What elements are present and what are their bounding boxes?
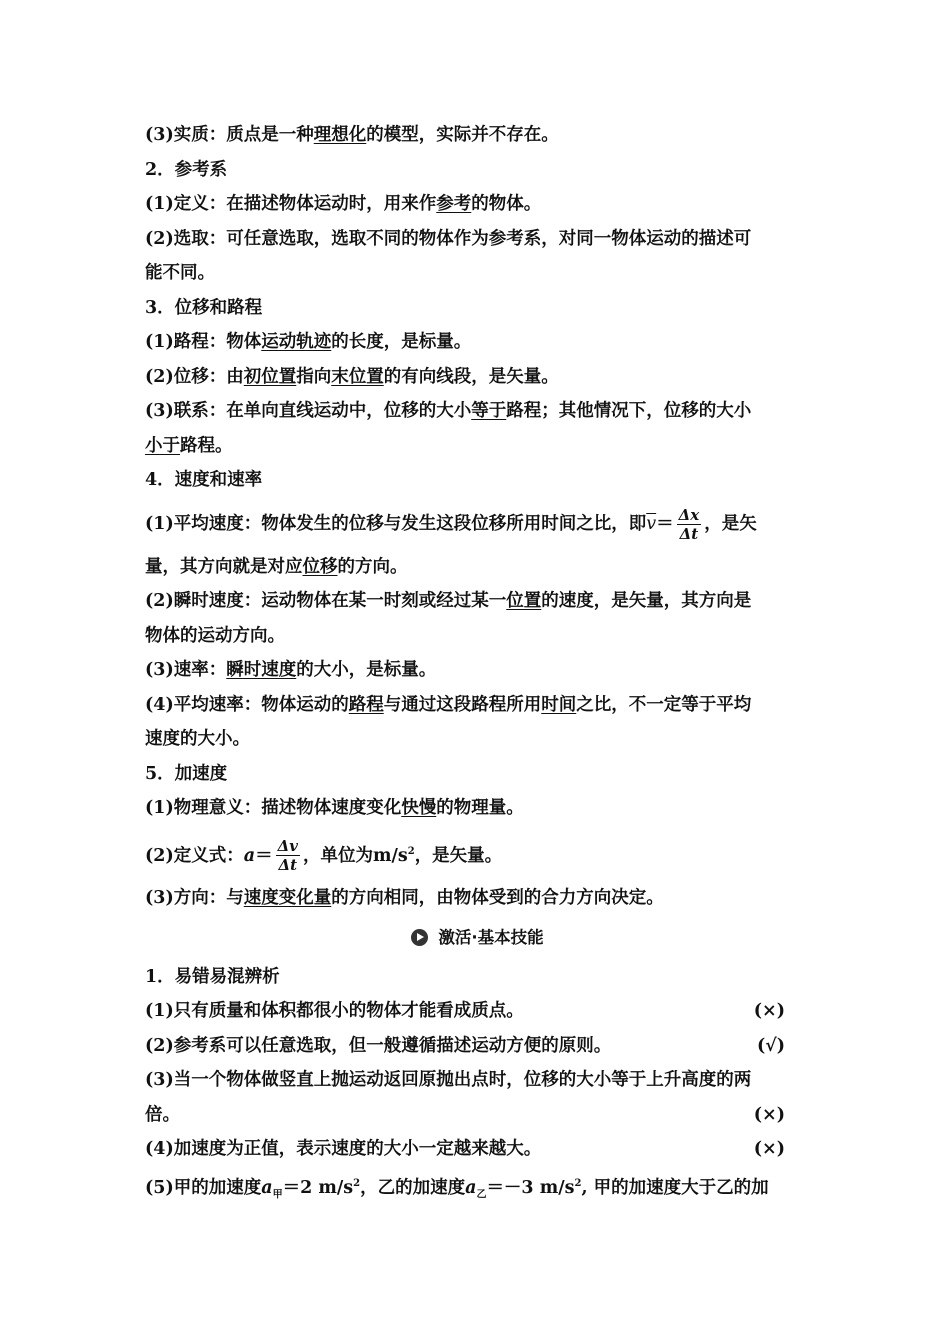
text-line: (1)定义：在描述物体运动时，用来作参考的物体。 [145, 194, 542, 214]
quiz-item-continued: 倍。 (×) [145, 1098, 810, 1133]
text-line: 能不同。 [145, 263, 215, 283]
answer-mark: (×) [753, 1104, 785, 1125]
answer-blank: 参考 [436, 194, 472, 214]
text-line: (4)平均速率：物体运动的路程与通过这段路程所用时间之比，不一定等于平均 [145, 694, 752, 715]
answer-blank: 运动轨迹 [261, 332, 332, 352]
answer-blank: 瞬时速度 [226, 660, 297, 680]
play-circle-icon [411, 929, 428, 946]
v-bar-symbol: $\overline{v}$ [646, 513, 657, 534]
quiz-item: (5)甲的加速度$a_甲=2$ $m/s^2$，乙的加速度$a_乙=-3$ $m/s^2$, 甲的加速度大于乙的加 [145, 1177, 769, 1201]
section-heading: 2．参考系 [145, 159, 228, 180]
answer-blank: 时间 [541, 694, 577, 715]
answer-blank: 位移 [302, 556, 338, 577]
quiz-item: (4)加速度为正值，表示速度的大小一定越来越大。 (×) [145, 1132, 810, 1167]
answer-blank: 速度变化量 [243, 888, 332, 909]
answer-blank: 快慢 [401, 798, 437, 818]
quiz-item: (1)只有质量和体积都很小的物体才能看成质点。 (×) [145, 994, 810, 1029]
answer-mark: (×) [753, 1001, 785, 1022]
text-line: (2)选取：可任意选取，选取不同的物体作为参考系，对同一物体运动的描述可 [145, 228, 752, 249]
answer-blank: 位置 [506, 591, 542, 611]
text-line: (3)方向：与速度变化量的方向相同，由物体受到的合力方向决定。 [145, 888, 664, 909]
text-line: (3)实质：质点是一种理想化的模型，实际并不存在。 [145, 125, 559, 145]
answer-mark: (×) [753, 1139, 785, 1160]
document-page [145, 118, 810, 1213]
text-line: (2)瞬时速度：运动物体在某一时刻或经过某一位置的速度，是矢量，其方向是 [145, 591, 752, 611]
quiz-item: (3)当一个物体做竖直上抛运动返回原抛出点时，位移的大小等于上升高度的两 [145, 1070, 752, 1091]
fraction: $\frac{\Delta x}{\Delta t}$ [678, 505, 700, 543]
text-line: (1)物理意义：描述物体速度变化快慢的物理量。 [145, 798, 524, 818]
section-banner: 激活·基本技能 [145, 916, 810, 960]
answer-mark: (√) [756, 1035, 785, 1056]
text-line: 物体的运动方向。 [145, 625, 285, 646]
text-line: 量，其方向就是对应位移的方向。 [145, 556, 408, 577]
text-line: 小于路程。 [145, 435, 233, 456]
quiz-item: (2)参考系可以任意选取，但一般遵循描述运动方便的原则。 (√) [145, 1029, 810, 1064]
text-line: (1)路程：物体运动轨迹的长度，是标量。 [145, 332, 472, 352]
section-heading: 4．速度和速率 [145, 470, 263, 490]
fraction: $\frac{\Delta v}{\Delta t}$ [277, 837, 298, 875]
text-line-with-formula: (2)定义式：a＝ $\frac{\Delta v}{\Delta t}$ ，单位为$m/s^2$，是矢量。 [145, 837, 503, 875]
answer-blank: 理想化 [313, 125, 367, 145]
text-line-with-formula: (1)平均速度：物体发生的位移与发生这段位移所用时间之比，即$\overline{v}=$ $\frac{\Delta x}{\Delta t}$ ，是矢 [145, 505, 757, 543]
answer-blank: 初位置 [243, 366, 297, 387]
section-heading: 1．易错易混辨析 [145, 966, 280, 987]
section-heading: 3．位移和路程 [145, 297, 263, 318]
answer-blank: 末位置 [331, 366, 384, 387]
text-line: (3)速率：瞬时速度的大小，是标量。 [145, 660, 437, 680]
text-line: 速度的大小。 [145, 729, 250, 749]
answer-blank: 等于 [471, 401, 507, 421]
section-heading: 5．加速度 [145, 763, 228, 784]
text-line: (3)联系：在单向直线运动中，位移的大小等于路程；其他情况下，位移的大小 [145, 401, 752, 421]
answer-blank: 路程 [348, 694, 384, 715]
answer-blank: 小于 [145, 435, 180, 456]
text-line: (2)位移：由初位置指向末位置的有向线段，是矢量。 [145, 366, 559, 387]
